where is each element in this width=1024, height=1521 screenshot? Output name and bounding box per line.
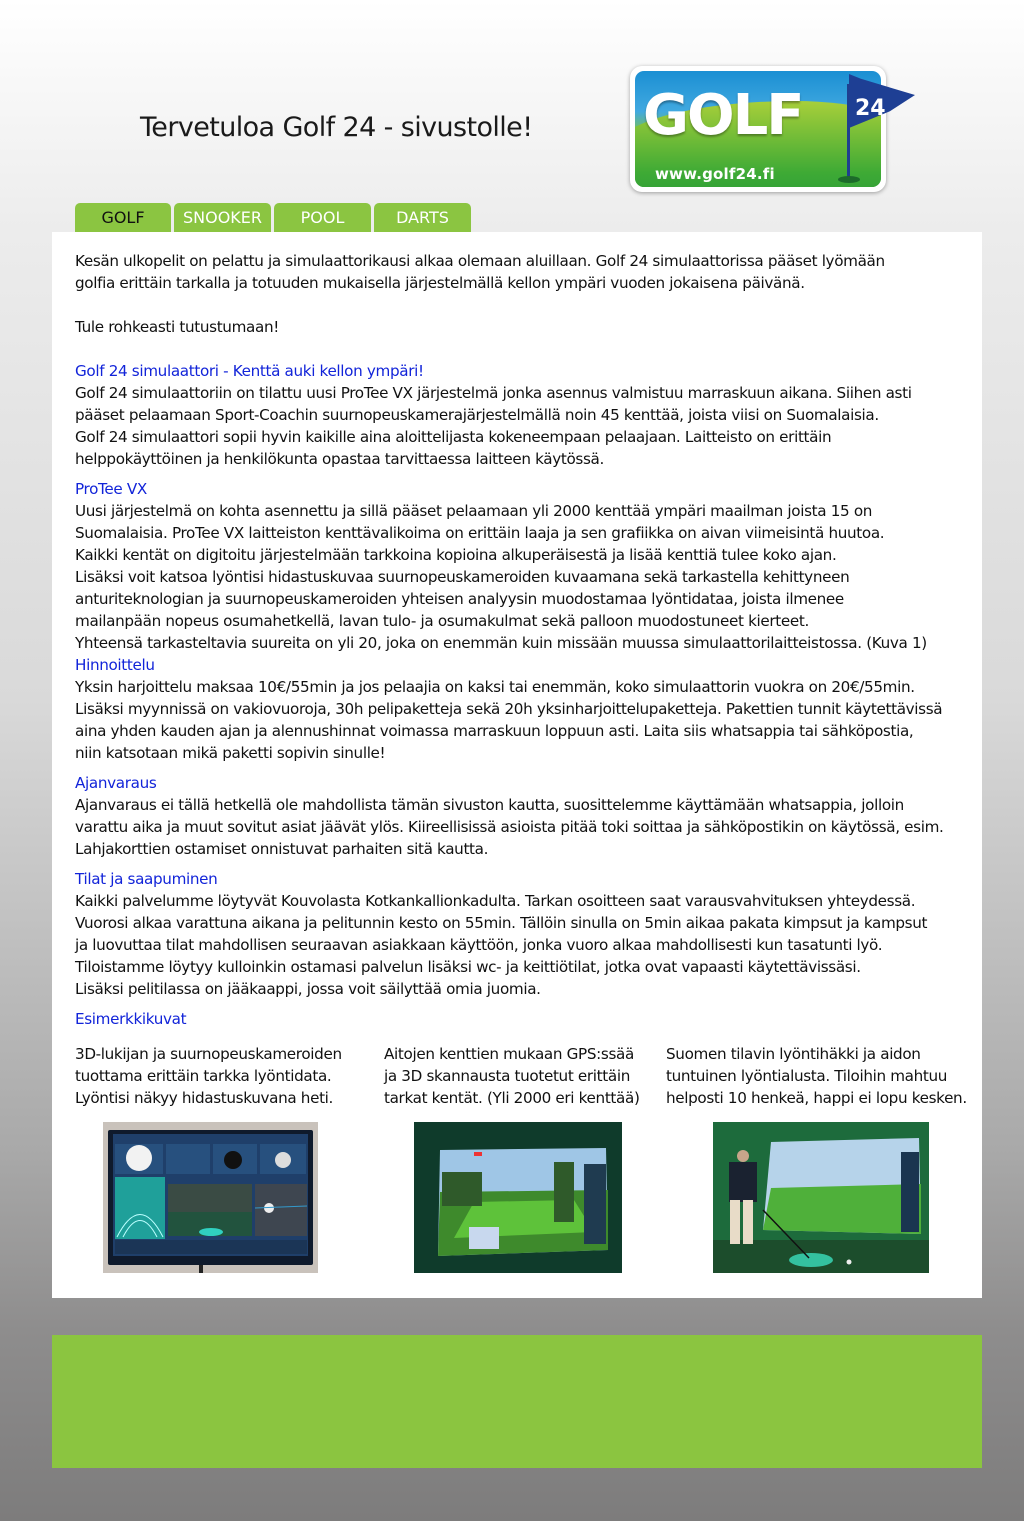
tab-golf[interactable]: GOLF: [75, 203, 171, 232]
section-heading-gallery: Esimerkkikuvat: [75, 1010, 187, 1028]
tab-darts[interactable]: DARTS: [374, 203, 471, 232]
article: [75, 250, 975, 1030]
tab-snooker[interactable]: SNOOKER: [174, 203, 271, 232]
gallery-caption-1: 3D-lukijan ja suurnopeuskameroiden tuottama erittäin tarkka lyöntidata. Lyöntisi näkyy hidastuskuvana heti.: [75, 1045, 342, 1107]
tab-pool[interactable]: POOL: [274, 203, 371, 232]
gallery-image-course[interactable]: [414, 1122, 622, 1273]
section-heading-pricing: Hinnoittelu: [75, 656, 155, 674]
logo-wordmark: GOLF: [643, 83, 803, 148]
section-body-pricing: Yksin harjoittelu maksaa 10€/55min ja jos pelaajia on kaksi tai enemmän, koko simulaattorin vuokra on 20€/55min. Lisäksi myynnissä on vakiovuoroja, 30h pelipaketteja sekä 20h yksinharjoittelupaketteja. Pakettien tunnit käytettävissä aina yhden kauden ajan ja alennushinnat voimassa marraskuun loppuun asti. Laita siis whatsappia tai sähköpostia, niin katsotaan mikä paketti sopivin sinulle!: [75, 678, 943, 762]
section-heading-protee: ProTee VX: [75, 480, 147, 498]
section-body-simulator: Golf 24 simulaattoriin on tilattu uusi ProTee VX järjestelmä jonka asennus valmistuu marraskuun aikana. Siihen asti pääset pelaamaan Sport-Coachin suurnopeuskamerajärjestelmällä noin 45 kenttää, joista viisi on Suomalaisia. Golf 24 simulaattori sopii hyvin kaikille aina aloittelijasta kokeneempaan pelaajaan. Laitteisto on erittäin helppokäyttöinen ja henkilökunta opastaa tarvittaessa laitteen käytössä.: [75, 384, 912, 468]
page-title: Tervetuloa Golf 24 - sivustolle!: [140, 112, 533, 143]
nav-tabs: [75, 203, 471, 232]
section-heading-booking: Ajanvaraus: [75, 774, 157, 792]
gallery-caption-3: Suomen tilavin lyöntihäkki ja aidon tuntuinen lyöntialusta. Tiloihin mahtuu helposti 10 henkeä, happi ei lopu kesken.: [666, 1045, 967, 1107]
golf-hole-icon: [838, 176, 860, 183]
gallery-image-launch-monitor[interactable]: [103, 1122, 318, 1273]
gallery-image-golfer[interactable]: [713, 1122, 929, 1273]
footer-bar: [52, 1335, 982, 1468]
logo-number: 24: [855, 96, 886, 121]
intro-cta: Tule rohkeasti tutustumaan!: [75, 318, 279, 336]
section-body-facilities: Kaikki palvelumme löytyvät Kouvolasta Kotkankallionkadulta. Tarkan osoitteen saat varausvahvituksen yhteydessä. Vuorosi alkaa varattuna aikana ja pelitunnin kesto on 55min. Tällöin sinulla on 5min aikaa pakata kimpsut ja kampsut ja luovuttaa tilat mahdollisen seuraavan asiakkaan käyttöön, jonka vuoro alkaa mahdollisesti kun tasatunti lyö. Tiloistamme löytyy kulloinkin ostamasi palvelun lisäksi wc- ja keittiötilat, jotka ovat vapaasti käytettävissäsi. Lisäksi pelitilassa on jääkaappi, jossa voit säilyttää omia juomia.: [75, 892, 928, 998]
gallery-caption-2: Aitojen kenttien mukaan GPS:ssää ja 3D skannausta tuotetut erittäin tarkat kentät. (Yli 2000 eri kenttää): [384, 1045, 640, 1107]
section-body-protee: Uusi järjestelmä on kohta asennettu ja sillä pääset pelaamaan yli 2000 kenttää ympäri maailman joista 15 on Suomalaisia. ProTee VX laitteiston kenttävalikoima on erittäin laaja ja sen grafiikka on aivan viimeisintä huutoa. Kaikki kentät on digitoitu järjestelmään tarkkoina kopioina alkuperäisestä ja lisää kenttiä tulee koko ajan. Lisäksi voit katsoa lyöntisi hidastuskuvaa suurnopeuskameroiden kuvaamana sekä tarkastella kehittyneen anturiteknologian ja suurnopeuskameroiden yhteisen analyysin muodostamaa lyöntidataa, joista ilmenee mailanpään nopeus osumahetkellä, lavan tulo- ja osumakulmat sekä palloon muodostuneet kierteet. Yhteensä tarkasteltavia suureita on yli 20, joka on enemmän kuin missään muussa simulaattorilaitteistossa. (Kuva 1): [75, 502, 927, 652]
logo-url: www.golf24.fi: [655, 165, 775, 183]
section-heading-simulator: Golf 24 simulaattori - Kenttä auki kellon ympäri!: [75, 362, 424, 380]
intro-paragraph: Kesän ulkopelit on pelattu ja simulaattorikausi alkaa olemaan aluillaan. Golf 24 simulaattorissa pääset lyömään golfia erittäin tarkalla ja totuuden mukaisella järjestelmällä kellon ympäri vuoden jokaisena päivänä.: [75, 252, 885, 292]
section-heading-facilities: Tilat ja saapuminen: [75, 870, 218, 888]
content-panel: [52, 232, 982, 1298]
section-body-booking: Ajanvaraus ei tällä hetkellä ole mahdollista tämän sivuston kautta, suosittelemme käyttämään whatsappia, jolloin varattu aika ja muut sovitut asiat jäävät ylös. Kiireellisissä asioista pitää toki soittaa ja sähköpostikin on käytössä, esim. Lahjakorttien ostamiset onnistuvat parhaiten sitä kautta.: [75, 796, 944, 858]
logo-background: [635, 71, 881, 187]
